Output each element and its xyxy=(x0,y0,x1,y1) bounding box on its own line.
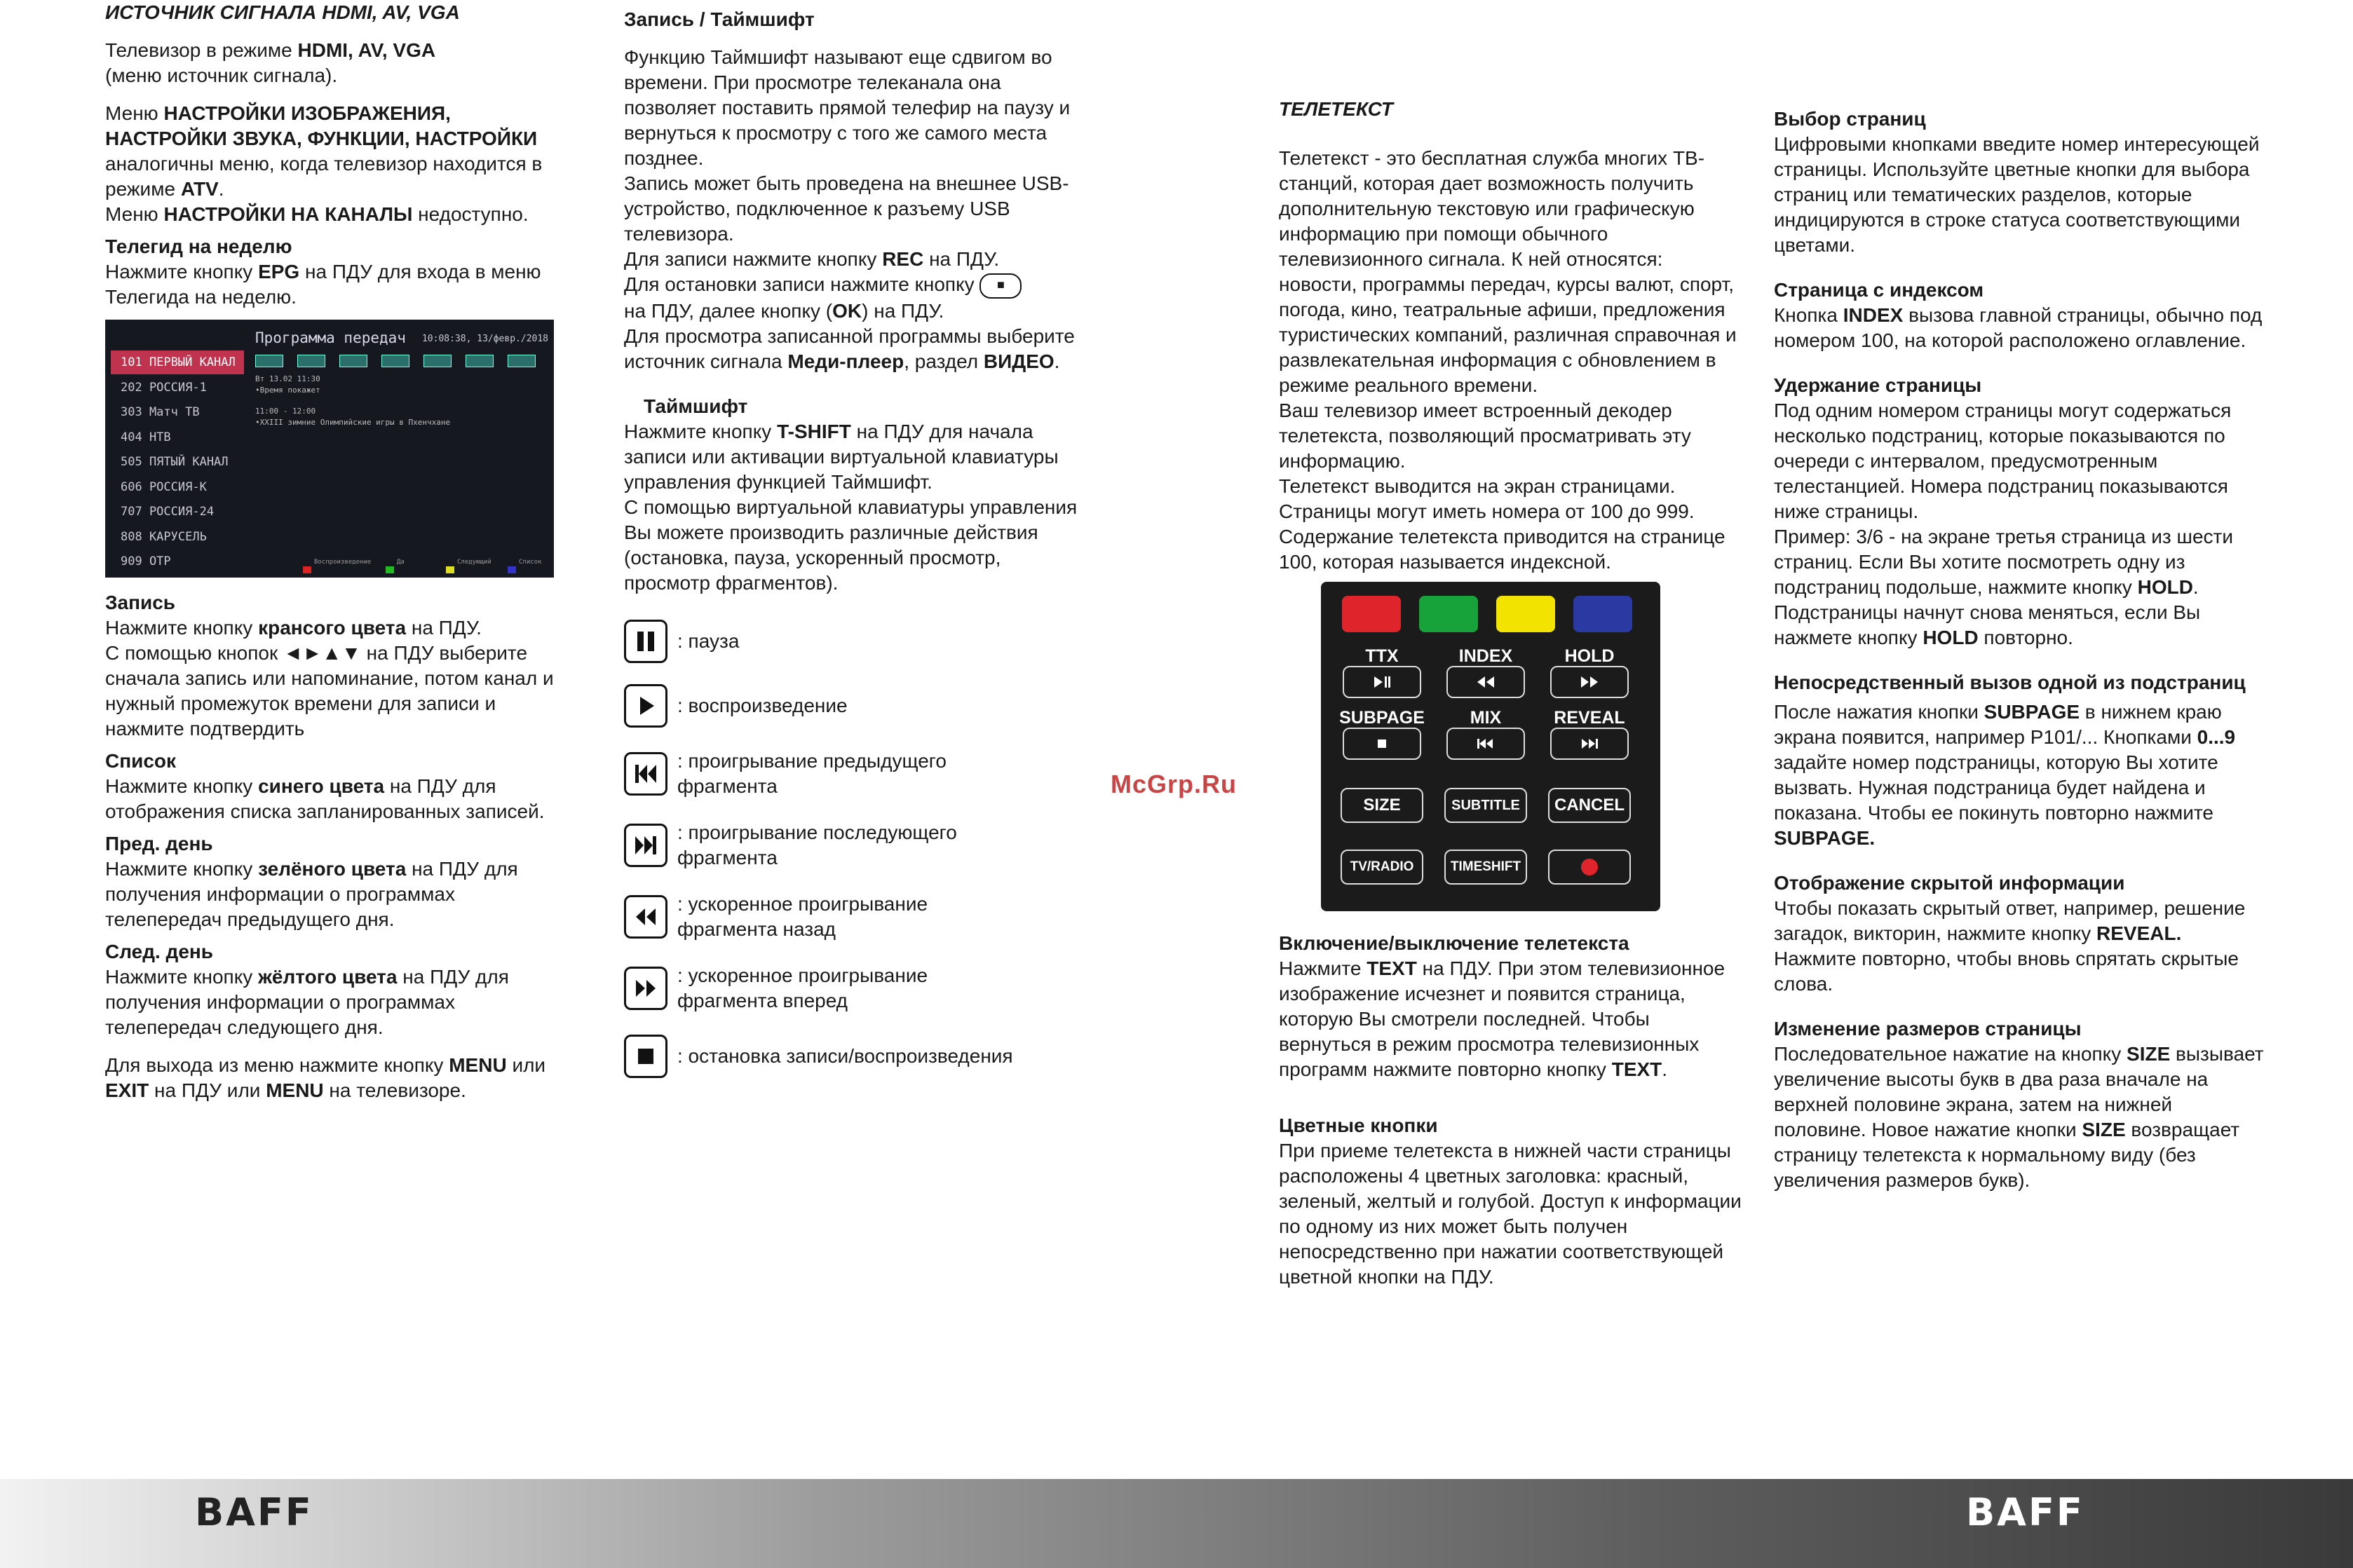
blue-button[interactable] xyxy=(1573,596,1632,632)
epg-day xyxy=(255,355,283,367)
timeshift-button[interactable]: TIMESHIFT xyxy=(1444,850,1527,885)
hold-label: HOLD xyxy=(1564,646,1615,666)
play-icon xyxy=(624,684,667,728)
watermark: McGrp.Ru xyxy=(1111,770,1237,798)
size-paragraph: Последовательное нажатие на кнопку SIZE вызывает увеличение высоты букв в два раза вначале на верхней половине экрана, затем на нижней половине. Новое нажатие кнопки SIZE возвращает страницу телетекста к нормальному виду (без увеличения размеров букв). xyxy=(1774,1043,2264,1191)
epg-legend-yellow xyxy=(446,566,454,573)
list-paragraph: Нажмите кнопку синего цвета на ПДУ для отображения списка запланированных записей. xyxy=(105,775,545,822)
column-source xyxy=(105,0,554,1103)
stop-icon xyxy=(1375,737,1389,751)
control-label: : проигрывание последующего фрагмента xyxy=(677,821,957,868)
epg-day xyxy=(339,355,367,367)
stop-icon xyxy=(624,1035,667,1078)
media-paragraph: Для просмотра записанной программы выберите источник сигнала Меди-плеер, раздел ВИДЕО. xyxy=(624,325,1075,372)
size-heading: Изменение размеров страницы xyxy=(1774,1018,2082,1039)
green-button[interactable] xyxy=(1419,596,1478,632)
reveal-heading: Отображение скрытой информации xyxy=(1774,872,2125,894)
control-label: : воспроизведение xyxy=(677,694,848,716)
subtitle-button[interactable]: SUBTITLE xyxy=(1444,788,1527,823)
epg-program-time: 11:00 - 12:00 xyxy=(255,407,316,416)
skip-forward-icon xyxy=(1579,737,1600,751)
remote-control xyxy=(1321,582,1660,911)
red-button[interactable] xyxy=(1342,596,1401,632)
control-label: : остановка записи/воспроизведения xyxy=(677,1044,1013,1067)
index-label: INDEX xyxy=(1458,646,1513,666)
epg-channel-row[interactable]: 404 НТВ xyxy=(121,430,171,444)
record-paragraph: Нажмите кнопку крансого цвета на ПДУ. С помощью кнопок ◄►▲▼ на ПДУ выберите сначала запись или напоминание, потом канал и нужный промежуток времени для записи и нажмите подтвердить xyxy=(105,617,554,739)
size-button[interactable]: SIZE xyxy=(1341,788,1423,823)
epg-channel-row[interactable]: 202 РОССИЯ-1 xyxy=(121,380,207,395)
settings-paragraph: Меню НАСТРОЙКИ ИЗОБРАЖЕНИЯ, НАСТРОЙКИ ЗВУКА, ФУНКЦИИ, НАСТРОЙКИ аналогичны меню, когда телевизор находится в режиме ATV. Меню НАСТРОЙКИ НА КАНАЛЫ недоступно. xyxy=(105,102,543,225)
epg-channel-row[interactable]: 303 Матч ТВ xyxy=(121,405,200,419)
subpage-label: SUBPAGE xyxy=(1339,708,1425,728)
teletext-intro: Телетекст - это бесплатная служба многих ТВ-станций, которая дает возможность получить дополнительную текстовую или графическую информацию при помощи обычного телевизионного сигнала. К ней относятся: новости, программы передач, курсы валют, спорт, погода, кино, театральные афиши, предложения туристических компаний, различная справочная и развлекательная информация с обновлением в режиме реального времени. xyxy=(1279,147,1737,396)
rewind-icon xyxy=(624,895,667,939)
epg-channel-row[interactable]: 606 РОССИЯ-К xyxy=(121,479,207,494)
record-heading: Запись xyxy=(105,592,176,613)
index-heading: Страница с индексом xyxy=(1774,279,1984,301)
onoff-heading: Включение/выключение телетекста xyxy=(1279,932,1629,954)
source-paragraph: Телевизор в режиме HDMI, AV, VGA (меню источник сигнала). xyxy=(105,39,436,86)
teletext-heading: ТЕЛЕТЕКСТ xyxy=(1279,98,1393,120)
column-teletext xyxy=(1279,0,1742,1290)
ttx-label: TTX xyxy=(1365,646,1399,666)
control-play xyxy=(624,684,1087,728)
epg-legend-text: Воспроизведение xyxy=(314,559,372,566)
skip-back-icon xyxy=(1475,737,1496,751)
epg-legend-green xyxy=(386,566,394,573)
next-day-heading: След. день xyxy=(105,941,214,962)
subpage-heading: Непосредственный вызов одной из подстраниц xyxy=(1774,671,2246,693)
mix-label: MIX xyxy=(1470,708,1502,728)
brand-logo-left: BAFF xyxy=(195,1490,313,1534)
select-paragraph: Цифровыми кнопками введите номер интересующей страницы. Используйте цветные кнопки для выбора страниц или тематических разделов, которые индицируются в строке статуса соответствующими цветами. xyxy=(1774,133,2260,256)
brand-logo-right: BAFF xyxy=(1966,1490,2084,1534)
tv-radio-button[interactable]: TV/RADIO xyxy=(1341,850,1423,885)
reveal-label: REVEAL xyxy=(1554,708,1625,728)
epg-program-title: •Время покажет xyxy=(255,386,320,395)
onoff-paragraph: Нажмите TEXT на ПДУ. При этом телевизионное изображение исчезнет и появится страница, которую Вы смотрели последней. Чтобы вернуться в режим просмотра телевизионных программ нажмите повторно кнопку TEXT. xyxy=(1279,957,1725,1080)
index-button[interactable] xyxy=(1446,666,1525,698)
record-icon xyxy=(1579,857,1600,878)
skip-back-icon xyxy=(624,752,667,796)
usb-paragraph: Запись может быть проведена на внешнее USB-устройство, подключенное к разъему USB телевизора. xyxy=(624,172,1069,245)
epg-program-title: •XXIII зимние Олимпийские игры в Пхенчхане xyxy=(255,418,451,427)
epg-legend-text: Да xyxy=(397,559,405,566)
color-buttons-heading: Цветные кнопки xyxy=(1279,1114,1438,1136)
prev-day-paragraph: Нажмите кнопку зелёного цвета на ПДУ для получения информации о программах телепередач предыдущего дня. xyxy=(105,858,518,930)
epg-channel-row[interactable]: 101 ПЕРВЫЙ КАНАЛ xyxy=(111,350,244,374)
prev-day-heading: Пред. день xyxy=(105,833,213,854)
hold-heading: Удержание страницы xyxy=(1774,374,1982,396)
ttx-button[interactable] xyxy=(1343,666,1421,698)
list-heading: Список xyxy=(105,750,177,772)
epg-channel-row[interactable]: 909 ОТР xyxy=(121,554,171,568)
epg-day xyxy=(423,355,452,367)
control-fast-forward xyxy=(624,963,1087,1014)
stop-paragraph: Для остановки записи нажмите кнопку ■ на ПДУ, далее кнопку (OK) на ПДУ. xyxy=(624,272,1087,324)
control-previous xyxy=(624,749,1087,799)
decoder-paragraph: Ваш телевизор имеет встроенный декодер телетекста, позволяющий просматривать эту информацию. xyxy=(1279,400,1691,472)
epg-day xyxy=(508,355,536,367)
epg-day xyxy=(381,355,409,367)
next-day-paragraph: Нажмите кнопку жёлтого цвета на ПДУ для получения информации о программах телепередач следующего дня. xyxy=(105,966,509,1038)
fast-forward-icon xyxy=(1579,675,1600,689)
guide-paragraph: Нажмите кнопку EPG на ПДУ для входа в меню Телегида на неделю. xyxy=(105,261,541,308)
timeshift-subheading: Таймшифт xyxy=(644,395,748,417)
epg-date: 10:08:38, 13/февр./2018 xyxy=(421,334,548,344)
subpage-button[interactable] xyxy=(1343,728,1421,760)
control-rewind xyxy=(624,892,1087,942)
epg-day xyxy=(466,355,494,367)
column-pages xyxy=(1774,0,2265,1193)
pause-icon xyxy=(624,620,667,663)
control-stop xyxy=(624,1035,1087,1078)
color-buttons-paragraph: При приеме телетекста в нижней части страницы расположены 4 цветных заголовка: красный, зеленый, желтый и голубой. Доступ к информации по одному из них может быть получен непосредственно при нажатии соответствующей цветной кнопки на ПДУ. xyxy=(1279,1140,1742,1288)
reveal-paragraph: Чтобы показать скрытый ответ, например, решение загадок, викторин, нажмите кнопку REVEAL. Нажмите повторно, чтобы вновь спрятать скрытые слова. xyxy=(1774,897,2246,995)
control-next xyxy=(624,820,1087,871)
epg-screenshot xyxy=(105,320,554,578)
index-paragraph: Кнопка INDEX вызова главной страницы, обычно под номером 100, на которой расположено оглавление. xyxy=(1774,304,2263,351)
guide-heading: Телегид на неделю xyxy=(105,236,292,257)
tshift-paragraph: Нажмите кнопку T-SHIFT на ПДУ для начала записи или активации виртуальной клавиатуры управления функцией Таймшифт. С помощью виртуальной клавиатуры управления Вы можете производить различные действия (остановка, пауза, ускоренный просмотр, просмотр фрагментов). xyxy=(624,420,1078,594)
epg-day xyxy=(297,355,325,367)
yellow-button[interactable] xyxy=(1496,596,1555,632)
hold-button[interactable] xyxy=(1550,666,1629,698)
source-heading: ИСТОЧНИК СИГНАЛА HDMI, AV, VGA xyxy=(105,1,460,23)
control-label: : проигрывание предыдущего фрагмента xyxy=(677,749,947,797)
epg-channel-row[interactable]: 505 ПЯТЫЙ КАНАЛ xyxy=(121,455,229,469)
reveal-button[interactable] xyxy=(1550,728,1629,760)
epg-legend-blue xyxy=(508,566,516,573)
rec-paragraph: Для записи нажмите кнопку REC на ПДУ. xyxy=(624,248,1000,270)
control-label: : пауза xyxy=(677,629,740,652)
column-timeshift xyxy=(624,0,1087,1099)
epg-legend-red xyxy=(303,566,311,573)
stop-icon: ■ xyxy=(979,273,1022,299)
hold-paragraph: Под одним номером страницы могут содержаться несколько подстраниц, которые показываются по очереди с интервалом, предусмотренным телестанцией. Номера подстраниц показываются ниже страницы. Пример: 3/6 - на экране третья страница из шести страниц. Если Вы хотите посмотреть одну из подстраниц подольше, нажмите кнопку HOLD. Подстраницы начнут снова меняться, если Вы нажмете кнопку HOLD повторно. xyxy=(1774,400,2234,648)
control-label: : ускоренное проигрывание фрагмента назад xyxy=(677,892,928,940)
pages-paragraph: Телетекст выводится на экран страницами. Страницы могут иметь номера от 100 до 999. Содержание телетекста приводится на странице 100, которая называется индексной. xyxy=(1279,475,1725,573)
cancel-button[interactable]: CANCEL xyxy=(1548,788,1631,823)
epg-legend-text: Список xyxy=(519,559,542,566)
rewind-icon xyxy=(1475,675,1496,689)
select-heading: Выбор страниц xyxy=(1774,108,1926,130)
exit-paragraph: Для выхода из меню нажмите кнопку MENU или EXIT на ПДУ или MENU на телевизоре. xyxy=(105,1054,546,1101)
fast-forward-icon xyxy=(624,967,667,1010)
timeshift-heading: Запись / Таймшифт xyxy=(624,8,815,30)
subpage-paragraph: После нажатия кнопки SUBPAGE в нижнем краю экрана появится, например P101/... Кнопками 0...9 задайте номер подстраницы, которую Вы хотите вызвать. Нужная подстраница будет найдена и показана. Чтобы ее покинуть повторно нажмите SUBPAGE. xyxy=(1774,701,2236,849)
epg-channel-row[interactable]: 707 РОССИЯ-24 xyxy=(121,505,215,519)
skip-forward-icon xyxy=(624,824,667,867)
record-button[interactable] xyxy=(1548,850,1631,885)
epg-title: Программа передач xyxy=(255,329,406,346)
play-pause-icon xyxy=(1371,675,1392,689)
epg-program-time: Вт 13.02 11:30 xyxy=(255,374,320,383)
control-pause xyxy=(624,620,1087,663)
epg-legend-text: Следующий xyxy=(457,559,491,566)
mix-button[interactable] xyxy=(1446,728,1525,760)
control-label: : ускоренное проигрывание фрагмента вперед xyxy=(677,964,928,1011)
epg-channel-row[interactable]: 808 КАРУСЕЛЬ xyxy=(121,529,207,544)
timeshift-intro: Функцию Таймшифт называют еще сдвигом во времени. При просмотре телеканала она позволяет поставить прямой телефир на паузу и вернуться к просмотру с того же самого места позднее. xyxy=(624,46,1071,169)
